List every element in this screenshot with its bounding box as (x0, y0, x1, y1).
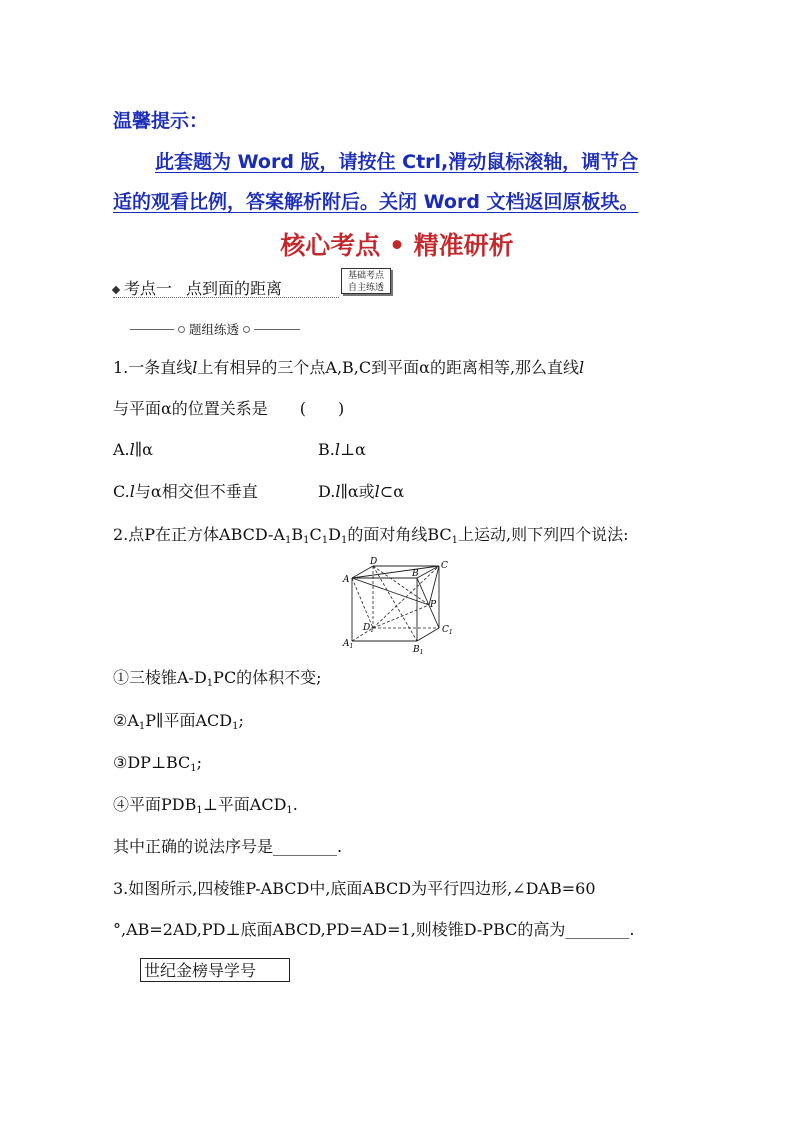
label-B1: $B_1$ (413, 645, 424, 656)
kaodian-name: 点到面的距离 (186, 279, 283, 298)
hidden-segment-AD1 (352, 578, 373, 628)
group-label-right-rule (254, 329, 300, 330)
q1-line-2: 与平面α的位置关系是 ( ) (113, 399, 345, 418)
q1-option-c: C.l与α相交但不垂直 (113, 482, 258, 501)
label-B: B (412, 569, 419, 579)
label-A: A (343, 575, 350, 585)
circle-ornament-icon (178, 326, 185, 333)
q2-statement-3: $③DP\perp BC_1$; (113, 753, 203, 774)
label-A1: $A_1$ (343, 639, 354, 650)
label-P: P (430, 600, 437, 610)
q1-option-b: B.l⊥α (318, 440, 366, 459)
segment-AC (352, 566, 439, 578)
label-D: D (370, 557, 378, 567)
kaodian-underline (113, 297, 339, 298)
hidden-segment-D1P (373, 605, 429, 628)
q2-answer-line: 其中正确的说法序号是________. (113, 837, 343, 856)
group-label-left-rule (130, 329, 174, 330)
q2-statement-4: ④平面$PDB_1\perp$平面$ACD_1$. (113, 795, 298, 816)
tip-line-1: 此套题为 Word 版，请按住 Ctrl,滑动鼠标滚轴，调节合 (155, 151, 639, 173)
q1-line-1: 1.一条直线l上有相异的三个点A,B,C到平面α的距离相等,那么直线l (113, 358, 585, 377)
q1-option-a: A.l∥α (113, 440, 153, 459)
tip-line-2: 适的观看比例，答案解析附后。关闭 Word 文档返回原板块。 (113, 191, 639, 213)
kaodian-badge (341, 268, 391, 294)
kaodian-heading (113, 276, 282, 299)
label-D1: $D_1$ (363, 623, 375, 634)
cube-figure (340, 556, 460, 656)
hidden-segment-DB1 (373, 566, 417, 641)
q2-statement-2: $②A_1P\parallel$平面$ACD_1$; (113, 711, 244, 732)
segment-AP (352, 578, 429, 605)
kaodian-number: 考点一 (124, 279, 173, 298)
q3-line-1: 3.如图所示,四棱锥P-ABCD中,底面ABCD为平行四边形,∠DAB=60 (113, 879, 596, 898)
group-label (130, 320, 300, 338)
label-C: C (441, 561, 448, 571)
q1-option-d: D.l∥α或l⊂α (318, 482, 405, 501)
hidden-segment-D1C (373, 566, 439, 628)
group-label-text: 题组练透 (189, 322, 240, 337)
q3-line-2: °,AB=2AD,PD⊥底面ABCD,PD=AD=1,则棱锥D-PBC的高为________. (113, 920, 635, 939)
q2-stem: 2.点P在正方体ABCD-$A_1B_1C_1D_1$的面对角线$BC_1$上运动,则下列四个说法: (113, 525, 629, 546)
circle-ornament-icon (243, 326, 250, 333)
q2-statement-1: ①三棱锥$A-D_1PC$的体积不变; (113, 668, 322, 689)
tip-title: 温馨提示： (113, 110, 209, 132)
section-title: 核心考点 • 精准研析 (280, 231, 514, 260)
label-C1: $C_1$ (442, 625, 453, 636)
badge-line-2: 自主练透 (347, 283, 384, 293)
question-id-box: 世纪金榜导学号 (140, 958, 290, 982)
edge-B1C1 (417, 628, 439, 641)
diamond-bullet-icon (112, 285, 120, 293)
badge-line-1: 基础考点 (347, 271, 384, 281)
